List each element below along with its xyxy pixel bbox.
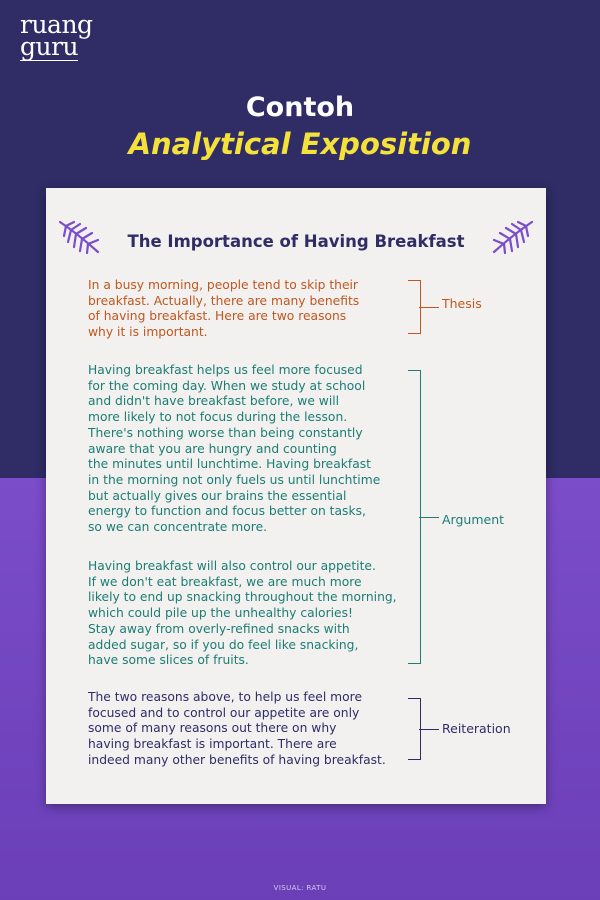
page-subtitle: Analytical Exposition [128,127,472,161]
text-line: There's nothing worse than being constantly [88,425,363,440]
text-line: the minutes until lunchtime. Having breakfast [88,457,371,472]
argument-paragraph-2 [88,559,408,669]
text-line: Having breakfast will also control our appetite. [88,559,376,573]
thesis-label: Thesis [442,296,482,311]
text-line: more likely to not focus during the lesson. [88,410,348,425]
text-line: likely to end up snacking throughout the morning, [88,590,397,605]
text-line: added sugar, so if you do feel like snacking, [88,637,359,652]
text-line: focused and to control our appetite are only [88,705,360,720]
argument-label: Argument [442,512,505,527]
text-line: The two reasons above, to help us feel more [88,690,363,704]
text-line: which could pile up the unhealthy calories! [88,606,353,621]
text-line: of having breakfast. Here are two reasons [88,309,347,324]
argument-bracket [408,370,421,664]
page-title: Contoh [245,92,355,123]
text-line: aware that you are hungry and counting [88,441,337,456]
text-line: why it is important. [88,325,208,340]
ruangguru-logo [20,10,120,61]
text-line: If we don't eat breakfast, we are much more [88,574,362,589]
text-line: indeed many other benefits of having breakfast. [88,752,386,767]
logo-line2: guru [20,32,79,61]
text-line: have some slices of fruits. [88,653,249,668]
logo-line1: ruang [20,10,93,39]
reiteration-bracket [408,698,421,760]
document-paper [46,188,546,804]
text-line: energy to function and focus better on tasks, [88,504,366,519]
text-line: for the coming day. When we study at school [88,378,366,393]
text-line: so we can concentrate more. [88,520,268,535]
reiteration-label: Reiteration [442,721,511,736]
text-line: in the morning not only fuels us until lunchtime [88,472,381,487]
text-line: breakfast. Actually, there are many benefits [88,293,360,308]
text-line: and didn't have breakfast before, we will [88,394,340,409]
visual-credit: VISUAL: RATU [273,884,327,892]
reiteration-paragraph [88,690,408,769]
thesis-paragraph [88,278,408,341]
text-line: In a busy morning, people tend to skip their [88,278,358,292]
text-line: Stay away from overly-refined snacks with [88,621,350,636]
text-line: having breakfast is important. There are [88,737,337,752]
argument-paragraph-1 [88,363,408,536]
text-line: Having breakfast helps us feel more focused [88,363,363,377]
text-line: but actually gives our brains the essential [88,488,347,503]
thesis-bracket [408,280,421,334]
document-title: The Importance of Having Breakfast [127,232,465,251]
text-line: some of many reasons out there on why [88,721,337,736]
